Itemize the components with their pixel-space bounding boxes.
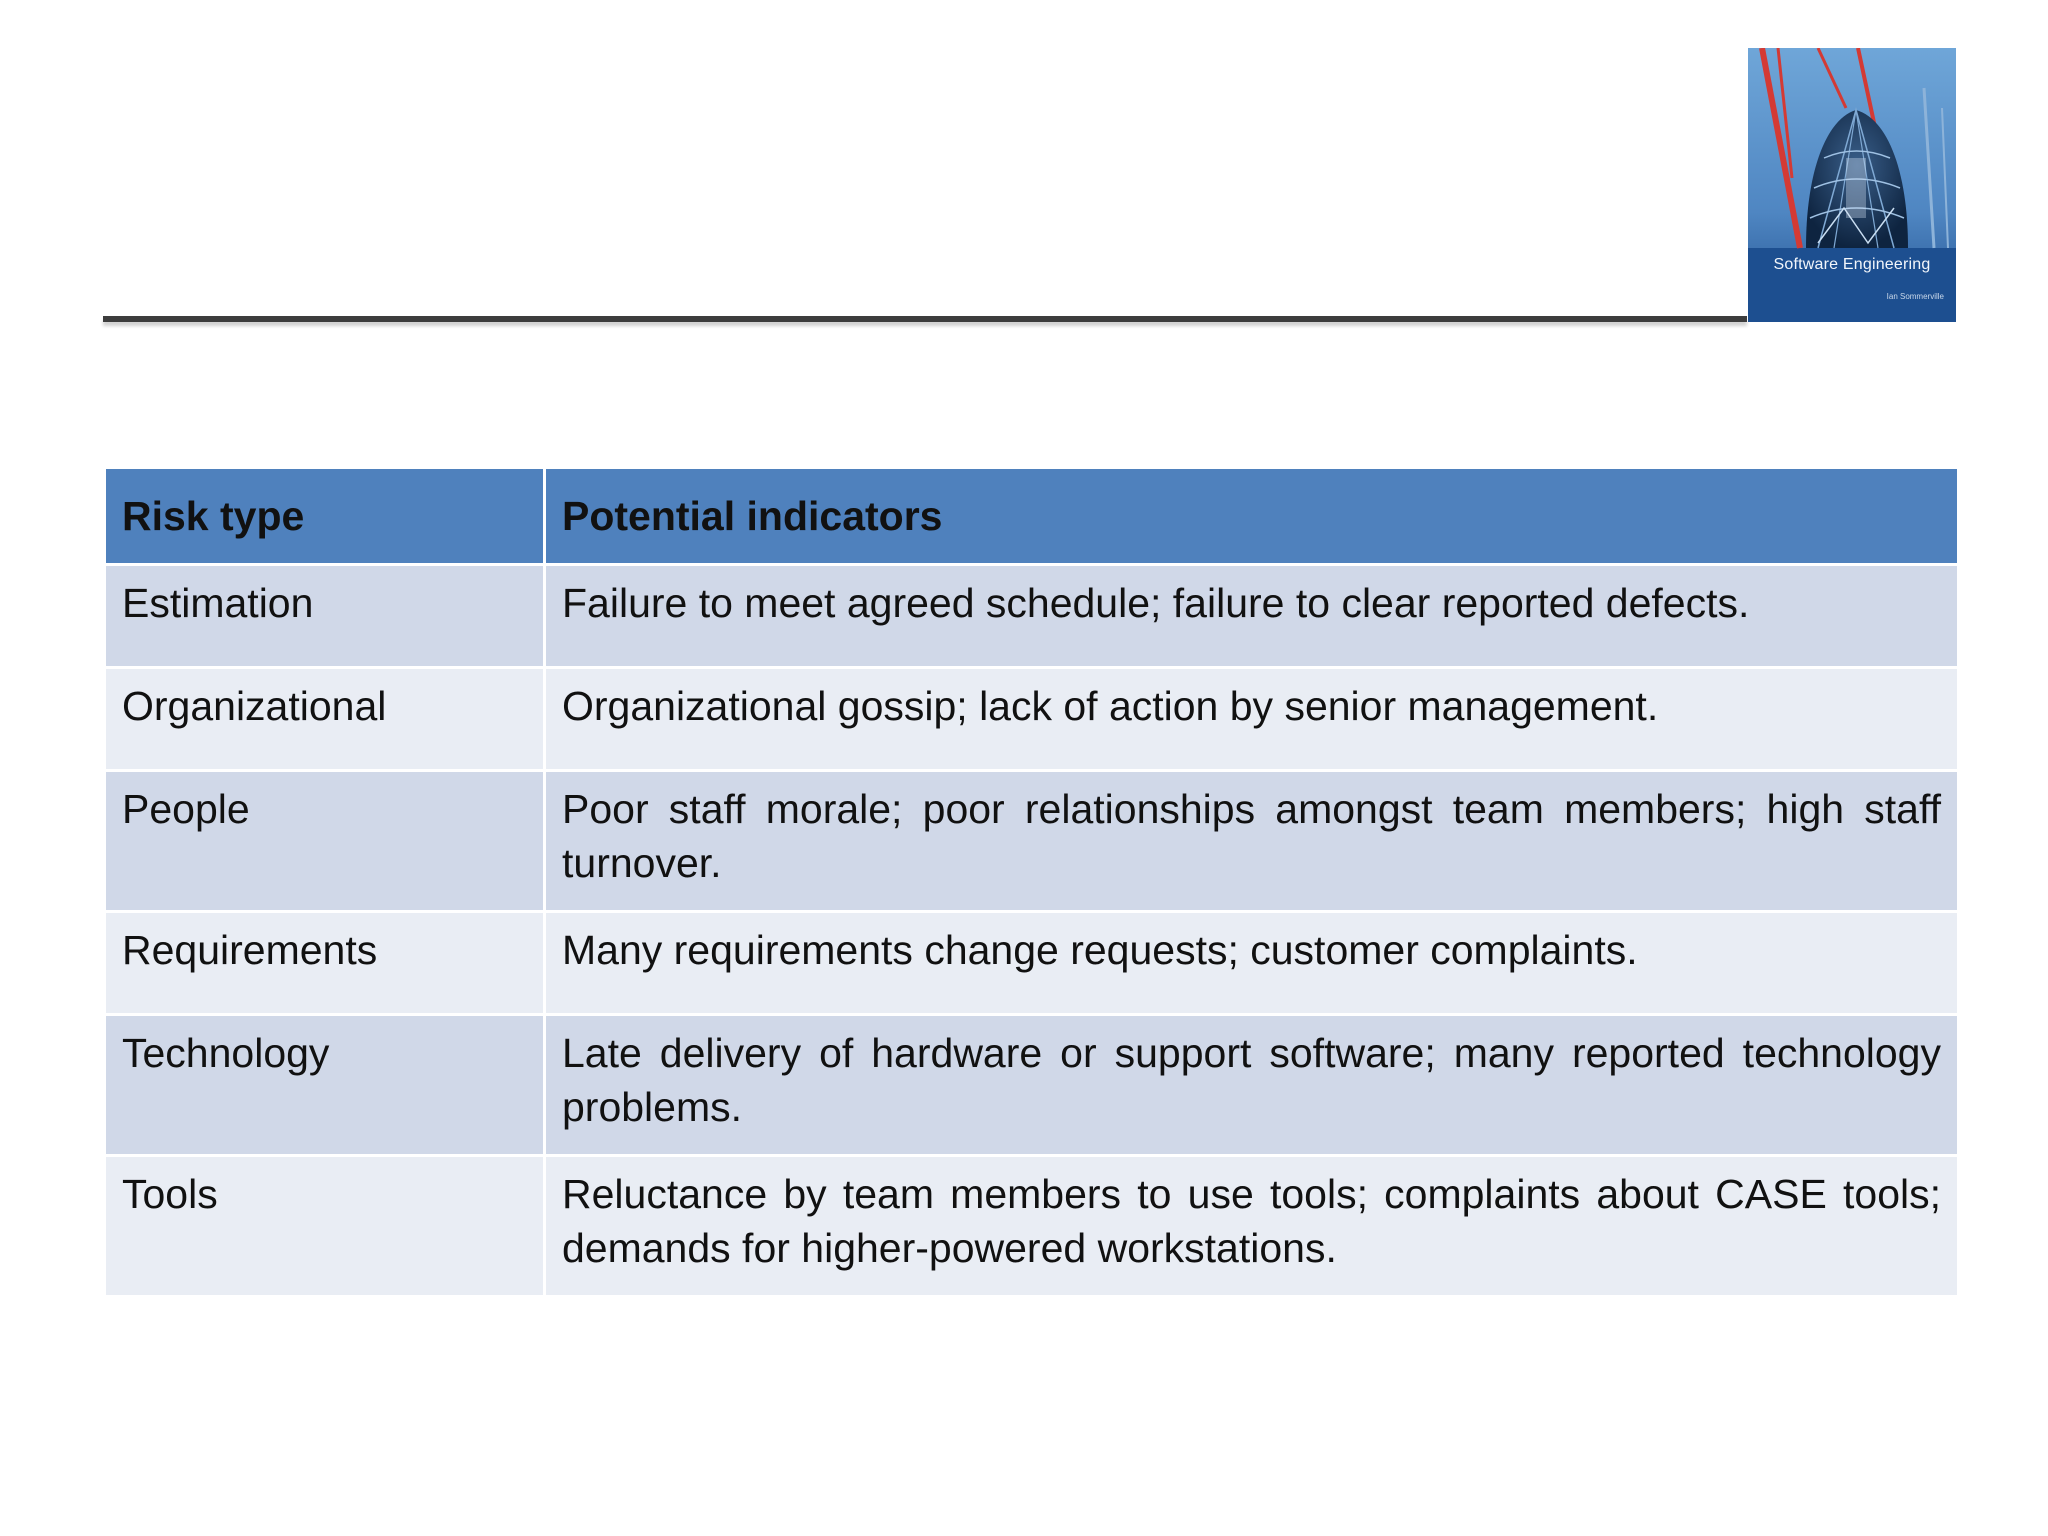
table-row <box>105 668 1959 771</box>
risk-type-cell: Estimation <box>105 565 545 668</box>
table-row <box>105 1156 1959 1297</box>
header-potential-indicators: Potential indicators <box>545 468 1959 565</box>
risk-type-cell: Tools <box>105 1156 545 1297</box>
risk-type-cell: Requirements <box>105 912 545 1015</box>
risk-type-cell: People <box>105 771 545 912</box>
table-row <box>105 1015 1959 1156</box>
table-header-row <box>105 468 1959 565</box>
indicators-cell: Reluctance by team members to use tools; complaints about CASE tools; demands for higher-powered workstations. <box>545 1156 1959 1297</box>
table-row <box>105 565 1959 668</box>
indicators-cell: Poor staff morale; poor relationships amongst team members; high staff turnover. <box>545 771 1959 912</box>
table-row <box>105 912 1959 1015</box>
book-cover-image <box>1748 48 1956 322</box>
risk-type-cell: Technology <box>105 1015 545 1156</box>
indicators-cell: Organizational gossip; lack of action by senior management. <box>545 668 1959 771</box>
indicators-cell: Failure to meet agreed schedule; failure to clear reported defects. <box>545 565 1959 668</box>
indicators-cell: Late delivery of hardware or support software; many reported technology problems. <box>545 1015 1959 1156</box>
risk-indicators-table <box>103 466 1960 1298</box>
indicators-cell: Many requirements change requests; customer complaints. <box>545 912 1959 1015</box>
header-risk-type: Risk type <box>105 468 545 565</box>
table-row <box>105 771 1959 912</box>
risk-type-cell: Organizational <box>105 668 545 771</box>
header-rule <box>103 316 1747 322</box>
book-cover-title: Software Engineering <box>1773 256 1931 273</box>
book-cover-author: Ian Sommerville <box>1886 292 1944 301</box>
